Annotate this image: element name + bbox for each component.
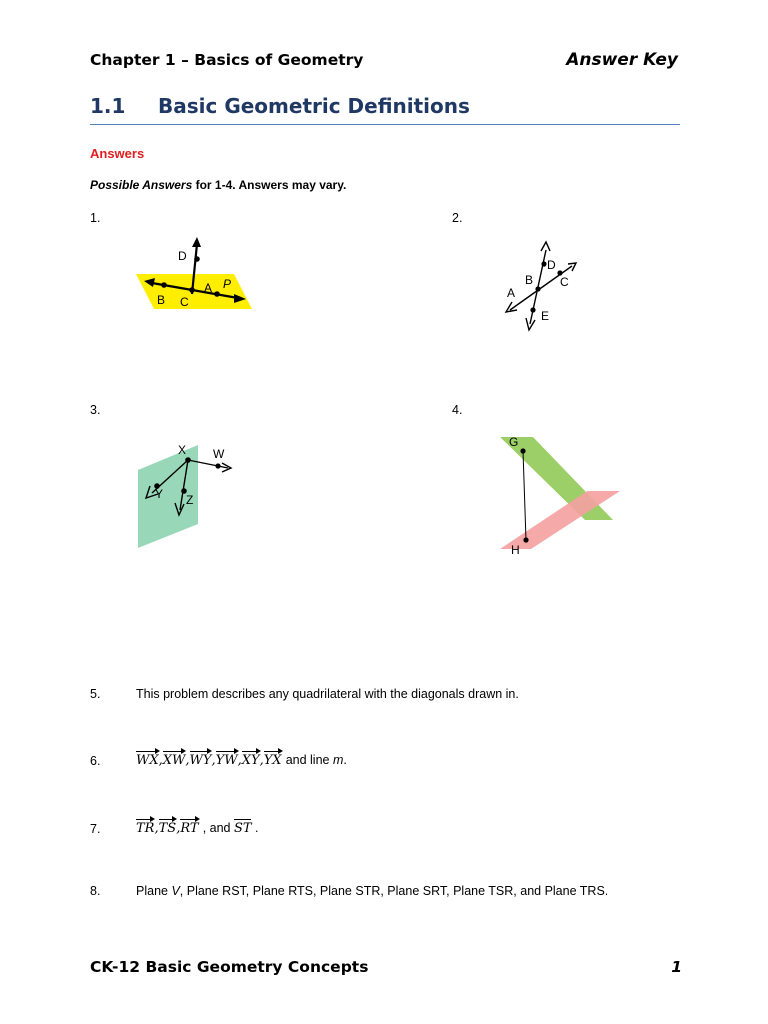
point-c <box>189 287 195 293</box>
item-7-answer: TR,TS,RT , and ST . <box>136 821 259 836</box>
label-c: C <box>560 275 569 289</box>
label-b: B <box>157 293 166 307</box>
figure-4-number: 4. <box>452 403 463 417</box>
point-h <box>523 537 528 542</box>
item-8-post: , Plane RST, Plane RTS, Plane STR, Plane SRT, Plane TSR, and Plane TRS. <box>179 884 609 898</box>
point-d <box>541 261 546 266</box>
figure-1-plane-diagram <box>130 232 260 312</box>
label-p: P <box>223 277 232 291</box>
label-w: W <box>213 447 225 461</box>
point-a <box>214 291 220 297</box>
point-x <box>185 457 191 463</box>
item-8-text <box>136 884 608 898</box>
point-e <box>530 307 535 312</box>
intro-rest: for 1-4. Answers may vary. <box>192 178 347 192</box>
footer-title: CK-12 Basic Geometry Concepts <box>90 958 369 976</box>
ray-tr: TR <box>136 821 155 836</box>
label-h: H <box>511 543 520 557</box>
point-w <box>215 463 220 468</box>
label-b: B <box>525 273 534 287</box>
section-number: 1.1 <box>90 94 126 118</box>
arrow-up-icon <box>541 242 550 251</box>
item-5-number: 5. <box>90 687 101 701</box>
label-d: D <box>547 258 556 272</box>
figure-4-planes-diagram <box>495 432 625 558</box>
figure-2-lines-diagram <box>500 238 590 333</box>
figure-2-number: 2. <box>452 211 463 225</box>
point-b <box>161 282 167 288</box>
plane-green <box>500 437 613 520</box>
item-6-var: m <box>332 753 344 767</box>
ray-wy: WY <box>189 753 212 768</box>
label-z: Z <box>186 493 194 507</box>
point-g <box>520 448 525 453</box>
ray-ts: TS <box>158 821 177 836</box>
item-6-end: . <box>343 753 347 767</box>
ray-rt: RT <box>180 821 199 836</box>
item-8-number: 8. <box>90 884 101 898</box>
chapter-title: Chapter 1 – Basics of Geometry <box>90 51 364 69</box>
ray-xy: XY <box>241 753 260 768</box>
ray-yw: YW <box>215 753 238 768</box>
section-title: Basic Geometric Definitions <box>158 94 470 118</box>
label-d: D <box>178 249 187 263</box>
figure-3-number: 3. <box>90 403 101 417</box>
item-7-and: , and <box>202 821 234 835</box>
label-x: X <box>178 443 187 457</box>
label-a: A <box>204 281 213 295</box>
label-e: E <box>541 309 550 323</box>
item-6-suffix: and line <box>285 753 333 767</box>
point-b <box>535 286 540 291</box>
title-rule <box>90 124 680 125</box>
answer-key-label: Answer Key <box>566 50 678 70</box>
intro-lead: Possible Answers <box>90 178 193 192</box>
item-7-end: . <box>251 821 259 835</box>
item-6-number: 6. <box>90 754 101 768</box>
arrow-right-icon <box>568 263 576 271</box>
arrow-up-icon <box>192 237 201 247</box>
label-y: Y <box>155 487 164 501</box>
ray-wx: WX <box>136 753 159 768</box>
item-8-var: V <box>171 884 180 898</box>
item-7-number: 7. <box>90 822 101 836</box>
segment-st: ST <box>233 821 252 836</box>
intro-line <box>90 178 346 192</box>
label-c: C <box>180 295 189 309</box>
label-g: G <box>509 435 519 449</box>
item-6-answer: WX,XW,WY,YW,XY,YX and line m. <box>136 753 347 768</box>
answers-heading: Answers <box>90 146 145 161</box>
label-a: A <box>507 286 516 300</box>
figure-1-number: 1. <box>90 211 101 225</box>
figure-3-plane-diagram <box>130 440 245 552</box>
ray-yx: YX <box>263 753 282 768</box>
page-number: 1 <box>671 958 682 976</box>
ray-xw: XW <box>162 753 186 768</box>
point-d <box>194 256 200 262</box>
item-5-text: This problem describes any quadrilateral with the diagonals drawn in. <box>136 687 519 701</box>
item-8-pre: Plane <box>136 884 172 898</box>
